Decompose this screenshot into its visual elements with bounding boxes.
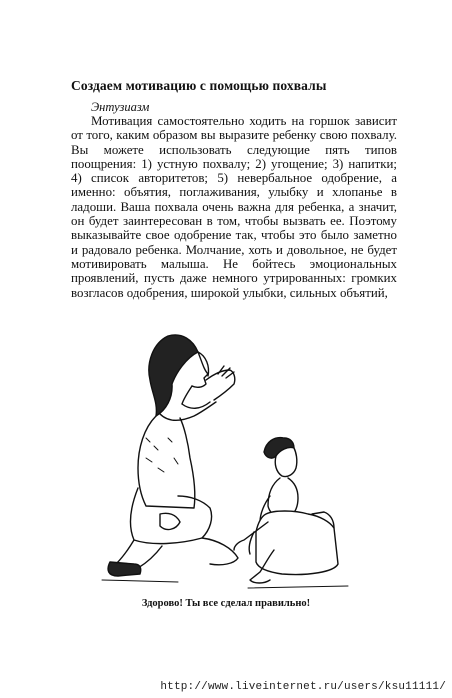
illustration-mother-child-potty <box>98 318 360 594</box>
potty-chair <box>256 511 338 575</box>
mother-shoe <box>108 562 141 576</box>
mother-blouse <box>138 416 195 508</box>
child-hair <box>264 438 294 458</box>
mother-hair <box>149 335 198 416</box>
watermark-url: http://www.liveinternet.ru/users/ksu11111/ <box>160 681 446 693</box>
section-title: Создаем мотивацию с помощью похвалы <box>71 78 327 93</box>
illustration-caption: Здорово! Ты все сделал правильно! <box>141 598 311 609</box>
section-subtitle: Энтузиазм <box>91 100 150 114</box>
body-text <box>71 114 397 300</box>
body-paragraph: Мотивация самостоятельно ходить на горшок зависит от того, каким образом вы выразите ребенку свою похвалу. Вы можете использовать следующие пять типов поощрения: 1) устную похвалу; 2) угощение; 3) напитки; 4) список авторитетов; 5) невербальное одобрение, а именно: объятия, поглаживания, улыбку и хлопанье в ладоши. Ваша похвала очень важна для ребенка, а значит, он будет заинтересован в том, чтобы вызвать ее. Поэтому выказывайте свое одобрение так, чтобы это было заметно и радовало ребенка. Молчание, хоть и довольное, не будет мотивировать малыша. Не бойтесь эмоциональных проявлений, пусть даже немного утрированных: громких возгласов одобрения, широкой улыбки, сильных объятий, <box>71 114 397 300</box>
